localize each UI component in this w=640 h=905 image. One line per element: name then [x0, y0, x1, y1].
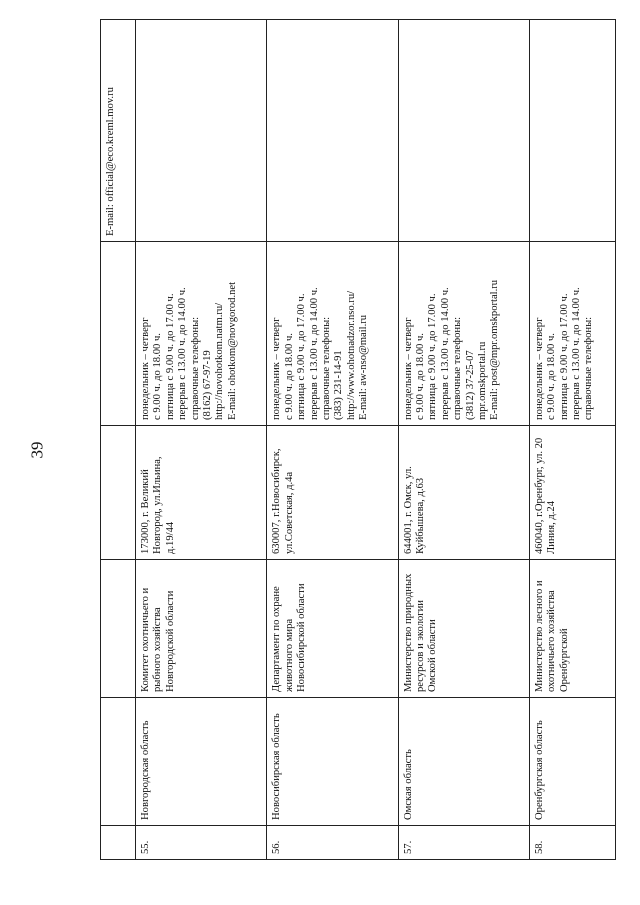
rotated-table-container: [100, 20, 616, 860]
cell-num: 55.: [136, 826, 267, 860]
contact-email[interactable]: E-mail: ohotkom@novgorod.net: [226, 281, 238, 420]
table-row-top: [101, 20, 136, 860]
cell-num: 58.: [529, 826, 615, 860]
cell-region: Новосибирская область: [267, 698, 398, 826]
contact-link[interactable]: http://novohotkom.natm.ru/: [214, 302, 226, 420]
contact-line: (383) 231-14-91: [333, 350, 345, 420]
cell-region: Оренбургская область: [529, 698, 615, 826]
cell-empty: [267, 20, 398, 242]
table-row: [529, 20, 615, 860]
organizations-table: [100, 19, 616, 860]
cell-contacts: [267, 242, 398, 426]
contact-link[interactable]: http://www.ohotnadzor.nso.ru/: [345, 290, 357, 420]
contact-line: с 9.00 ч. до 18.00 ч.: [546, 333, 558, 420]
contact-line: перерыв с 13.00 ч. до 14.00 ч.: [177, 287, 189, 420]
contact-line: с 9.00 ч. до 18.00 ч.: [414, 333, 426, 420]
cell-address: 644001, г. Омск, ул. Куйбышева, д.63: [398, 426, 529, 560]
contact-line: понедельник – четверг: [402, 317, 414, 420]
contact-line: справочные телефоны:: [452, 316, 464, 420]
contact-line: справочные телефоны:: [583, 316, 595, 420]
contact-line: (8162) 67-97-19: [202, 350, 214, 420]
cell-contacts: [136, 242, 267, 426]
cell-num: 57.: [398, 826, 529, 860]
cell-organization: Министерство природных ресурсов и экологии Омской области: [398, 560, 529, 698]
contact-line: понедельник – четверг: [533, 317, 545, 420]
cell-empty: [398, 20, 529, 242]
cell-empty: [101, 560, 136, 698]
contact-line: (3812) 37-25-07: [464, 350, 476, 420]
contact-line: понедельник – четверг: [271, 317, 283, 420]
table-row: [267, 20, 398, 860]
contact-line: пятница с 9.00 ч. до 17.00 ч.: [558, 293, 570, 420]
cell-address: 630007, г.Новосибирск, ул.Советская, д.4а: [267, 426, 398, 560]
contact-line: понедельник – четверг: [140, 317, 151, 420]
contact-line: с 9.00 ч. до 18.00 ч.: [152, 333, 164, 420]
cell-empty: [101, 426, 136, 560]
contact-line: справочные телефоны:: [189, 316, 201, 420]
cell-address: 460040, г.Оренбург, ул. 20 Линия, д.24: [529, 426, 615, 560]
contact-line: справочные телефоны:: [320, 316, 332, 420]
cell-organization: Комитет охотничьего и рыбного хозяйства Новгородской области: [136, 560, 267, 698]
cell-empty: [101, 826, 136, 860]
cell-top-contacts: E-mail: official@eco.kreml.mov.ru: [101, 20, 136, 242]
contact-line: перерыв с 13.00 ч. до 14.00 ч.: [571, 287, 583, 420]
contact-email[interactable]: E-mail: aw-nso@mail.ru: [358, 314, 370, 420]
cell-contacts: [398, 242, 529, 426]
table-row: [398, 20, 529, 860]
cell-empty: [136, 20, 267, 242]
cell-empty: [101, 698, 136, 826]
cell-num: 56.: [267, 826, 398, 860]
cell-region: Омская область: [398, 698, 529, 826]
cell-empty: [529, 20, 615, 242]
cell-organization: Департамент по охране животного мира Новосибирской области: [267, 560, 398, 698]
cell-address: 173000, г. Великий Новгород, ул.Ильина, д.19/44: [136, 426, 267, 560]
table-row: [136, 20, 267, 860]
cell-contacts: [529, 242, 615, 426]
contact-link[interactable]: mpr.omskportal.ru: [477, 341, 488, 420]
cell-organization: Министерство лесного и охотничьего хозяйства Оренбургской: [529, 560, 615, 698]
contact-line: перерыв с 13.00 ч. до 14.00 ч.: [439, 287, 451, 420]
contact-line: пятница с 9.00 ч. до 17.00 ч.: [427, 293, 439, 420]
contact-line: перерыв с 13.00 ч. до 14.00 ч.: [308, 287, 320, 420]
cell-region: Новгородская область: [136, 698, 267, 826]
page-number: 39: [27, 441, 47, 459]
contact-email[interactable]: E-mail: post@mpr.omskportal.ru: [489, 279, 501, 420]
cell-empty: [101, 242, 136, 426]
contact-line: с 9.00 ч. до 18.00 ч.: [283, 333, 295, 420]
contact-line: пятница с 9.00 ч. до 17.00 ч.: [164, 293, 176, 420]
contact-line: пятница с 9.00 ч. до 17.00 ч.: [296, 293, 308, 420]
